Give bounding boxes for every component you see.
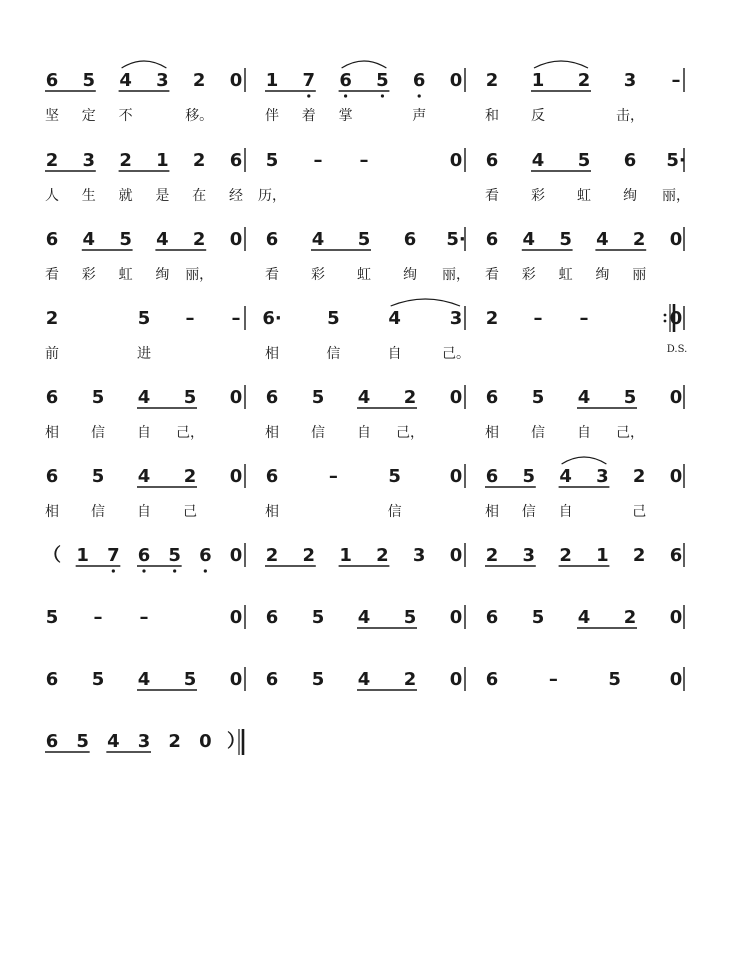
note: 4: [82, 229, 96, 250]
note: 4: [596, 229, 609, 250]
lyric: 丽: [632, 267, 647, 283]
note: 0: [669, 607, 683, 628]
note: 5: [183, 669, 197, 690]
note: 5: [119, 229, 132, 250]
lyric: 是: [155, 188, 170, 204]
note: 6: [403, 229, 417, 250]
lyric: 己: [632, 504, 647, 520]
lyric: 坚: [45, 108, 59, 124]
note: 0: [229, 466, 243, 487]
note: ）: [227, 731, 245, 752]
dot-below-mark: [112, 569, 115, 572]
note: 0: [669, 308, 683, 329]
note: 6: [265, 607, 279, 628]
note: 5: [45, 607, 59, 628]
lyric: 看: [485, 188, 499, 204]
note: 6: [137, 545, 151, 566]
lyric: 彩: [531, 188, 545, 204]
lyric: 自: [387, 346, 402, 362]
note: 0: [449, 669, 463, 690]
lyric: 相: [265, 425, 279, 441]
note: 2: [183, 466, 197, 487]
lyric: 虹: [577, 188, 591, 204]
note: 0: [669, 387, 683, 408]
note: 6: [199, 545, 212, 566]
lyric: 着: [301, 108, 316, 124]
note: 4: [531, 150, 545, 171]
note: 4: [156, 229, 169, 250]
lyric: 彩: [311, 267, 325, 283]
lyric: 在: [192, 188, 207, 204]
note: 2: [45, 308, 59, 329]
note: –: [313, 150, 323, 171]
note: 3: [137, 731, 151, 752]
note: 6: [265, 387, 279, 408]
note: 3: [623, 70, 637, 91]
note: 0: [229, 669, 243, 690]
note: 0: [199, 731, 212, 752]
lyric: 己。: [442, 346, 470, 362]
dot-below-mark: [381, 94, 384, 97]
lyric: 看: [485, 267, 499, 283]
note: 3: [596, 466, 609, 487]
lyric: 虹: [118, 267, 133, 283]
note: 2: [119, 150, 132, 171]
note: 5: [168, 545, 181, 566]
note: 5: [531, 607, 545, 628]
note: 6·: [262, 308, 282, 329]
lyric: 虹: [357, 267, 371, 283]
note: 2: [623, 607, 637, 628]
note: 3: [412, 545, 426, 566]
lyric: 绚: [403, 267, 417, 283]
ds-mark: D.S.: [666, 344, 688, 355]
note: 0: [449, 607, 463, 628]
note: 5: [608, 669, 621, 690]
note: 1: [596, 545, 609, 566]
note: 5: [82, 70, 96, 91]
note: –: [93, 607, 103, 628]
note: 2: [485, 308, 499, 329]
note: 4: [137, 466, 151, 487]
note: –: [328, 466, 338, 487]
note: 0: [229, 545, 243, 566]
note: 6: [485, 150, 499, 171]
note: 5: [91, 387, 105, 408]
note: 6: [623, 150, 637, 171]
note: 4: [357, 387, 371, 408]
note: 6: [412, 70, 426, 91]
slur-arc: [562, 457, 607, 464]
note: 1: [156, 150, 169, 171]
note: 6: [485, 669, 499, 690]
note: 5: [531, 387, 545, 408]
note: 0: [669, 669, 683, 690]
note: –: [139, 607, 149, 628]
note: 0: [229, 70, 243, 91]
note: 1: [265, 70, 279, 91]
note: 5: [76, 731, 89, 752]
lyric: 历，: [258, 188, 286, 204]
note: 6: [265, 229, 279, 250]
note: 4: [522, 229, 536, 250]
note: 6: [339, 70, 352, 91]
lyric: 自: [577, 425, 591, 441]
note: 2: [632, 466, 646, 487]
note: 2: [192, 150, 206, 171]
note: 6: [485, 607, 499, 628]
lyric: 移。: [185, 108, 214, 124]
note: 2: [632, 229, 646, 250]
note: 4: [559, 466, 572, 487]
note: 4: [388, 308, 401, 329]
note: 6: [45, 731, 59, 752]
note: 6: [485, 466, 499, 487]
dot-below-mark: [142, 569, 145, 572]
dot-below-mark: [173, 569, 176, 572]
lyric: 人: [45, 188, 59, 204]
lyric: 信: [387, 504, 402, 520]
note: 2: [485, 545, 499, 566]
lyric: 丽，: [442, 267, 470, 283]
lyric: 生: [81, 188, 96, 204]
note: 2: [192, 70, 206, 91]
note: 6: [485, 387, 499, 408]
note: 6: [265, 669, 279, 690]
note: 2: [265, 545, 279, 566]
note: 5: [265, 150, 279, 171]
note: 6: [45, 669, 59, 690]
lyric: 和: [485, 108, 499, 124]
note: 5: [311, 607, 325, 628]
note: 2: [485, 70, 499, 91]
note: 4: [137, 669, 151, 690]
note: 3: [156, 70, 169, 91]
lyric: 丽，: [185, 267, 214, 283]
lyric: 看: [265, 267, 279, 283]
note: 2: [302, 545, 316, 566]
note: –: [185, 308, 195, 329]
lyric: 信: [531, 425, 545, 441]
lyric: 信: [91, 425, 105, 441]
note: –: [579, 308, 589, 329]
note: 2: [632, 545, 646, 566]
note: 0: [229, 607, 243, 628]
note: 6: [265, 466, 279, 487]
dot-below-mark: [204, 569, 207, 572]
lyric: 相: [485, 504, 499, 520]
note: 4: [357, 607, 371, 628]
lyric: 信: [91, 504, 105, 520]
lyric: 信: [521, 504, 536, 520]
lyric: 己，: [396, 425, 424, 441]
lyric: 看: [45, 267, 59, 283]
lyric: 绚: [155, 267, 170, 283]
slur-arc: [122, 61, 167, 68]
note: 4: [107, 731, 120, 752]
note: 2: [577, 70, 591, 91]
lyric: 声: [412, 108, 427, 124]
note: 5: [577, 150, 591, 171]
note: 2: [376, 545, 389, 566]
note: 0: [449, 150, 463, 171]
note: 3: [449, 308, 463, 329]
note: 0: [449, 466, 463, 487]
lyric: 定: [81, 108, 96, 124]
lyric: 信: [311, 425, 325, 441]
note: 2: [45, 150, 59, 171]
note: 5: [311, 387, 325, 408]
note: 5: [623, 387, 637, 408]
lyric: 伴: [265, 108, 279, 124]
note: 2: [559, 545, 572, 566]
note: 6: [45, 466, 59, 487]
note: 6: [45, 70, 59, 91]
lyric: 信: [326, 346, 341, 362]
dot-below-mark: [418, 94, 421, 97]
lyric: 不: [118, 108, 133, 124]
note: 3: [82, 150, 96, 171]
note: 5: [559, 229, 572, 250]
note: 6: [45, 387, 59, 408]
lyric: 自: [137, 425, 151, 441]
lyric: 绚: [595, 267, 610, 283]
lyric: 经: [229, 188, 243, 204]
note: （: [43, 545, 61, 566]
note: 6: [485, 229, 499, 250]
repeat-dot: [664, 320, 667, 323]
repeat-dot: [664, 314, 667, 317]
note: 4: [311, 229, 325, 250]
note: 0: [229, 229, 243, 250]
note: 4: [577, 607, 591, 628]
note: 7: [107, 545, 120, 566]
note: 5: [327, 308, 340, 329]
note: 0: [449, 387, 463, 408]
lyric: 相: [485, 425, 499, 441]
lyric: 己，: [176, 425, 204, 441]
note: 5: [522, 466, 536, 487]
dot-below-mark: [307, 94, 310, 97]
lyric: 丽，: [662, 188, 690, 204]
note: 1: [531, 70, 545, 91]
slur-arc: [391, 299, 460, 306]
note: 6: [669, 545, 683, 566]
lyric: 掌: [338, 108, 353, 124]
note: 0: [229, 387, 243, 408]
note: 5: [311, 669, 325, 690]
note: 4: [137, 387, 151, 408]
note: 5: [357, 229, 371, 250]
note: 0: [449, 545, 463, 566]
note: 5: [183, 387, 197, 408]
lyric: 彩: [521, 267, 536, 283]
note: 2: [403, 387, 417, 408]
lyric: 前: [45, 346, 59, 362]
dot-below-mark: [344, 94, 347, 97]
note: 2: [403, 669, 417, 690]
note: –: [548, 669, 558, 690]
note: 0: [449, 70, 463, 91]
note: 6: [229, 150, 243, 171]
note: –: [671, 70, 681, 91]
lyric: 己: [183, 504, 197, 520]
note: 1: [339, 545, 352, 566]
lyric: 击，: [616, 108, 644, 124]
note: 0: [669, 466, 683, 487]
note: 0: [669, 229, 683, 250]
note: –: [231, 308, 241, 329]
lyric: 相: [45, 425, 59, 441]
note: 5: [91, 466, 105, 487]
note: 1: [76, 545, 89, 566]
slur-arc: [534, 61, 588, 68]
note: 5: [376, 70, 389, 91]
note: 4: [577, 387, 591, 408]
note: 5: [403, 607, 417, 628]
note: 4: [357, 669, 371, 690]
note: 6: [45, 229, 59, 250]
note: 5·: [446, 229, 466, 250]
note: 3: [522, 545, 536, 566]
lyric: 进: [137, 346, 151, 362]
note: –: [533, 308, 543, 329]
note: –: [359, 150, 369, 171]
note: 5: [388, 466, 401, 487]
note: 4: [119, 70, 132, 91]
lyric: 彩: [81, 267, 96, 283]
lyric: 绚: [623, 188, 637, 204]
lyric: 自: [357, 425, 371, 441]
lyric: 自: [558, 504, 573, 520]
lyric: 相: [265, 504, 279, 520]
note: 5: [137, 308, 151, 329]
note: 2: [168, 731, 181, 752]
slur-arc: [342, 61, 387, 68]
lyric: 就: [118, 188, 133, 204]
lyric: 虹: [558, 267, 573, 283]
lyric: 反: [531, 108, 545, 124]
note: 2: [192, 229, 206, 250]
lyric: 自: [137, 504, 151, 520]
note: 5: [91, 669, 105, 690]
lyric: 相: [265, 346, 279, 362]
lyric: 相: [45, 504, 59, 520]
lyric: 己，: [616, 425, 644, 441]
note: 5·: [666, 150, 686, 171]
note: 7: [302, 70, 316, 91]
